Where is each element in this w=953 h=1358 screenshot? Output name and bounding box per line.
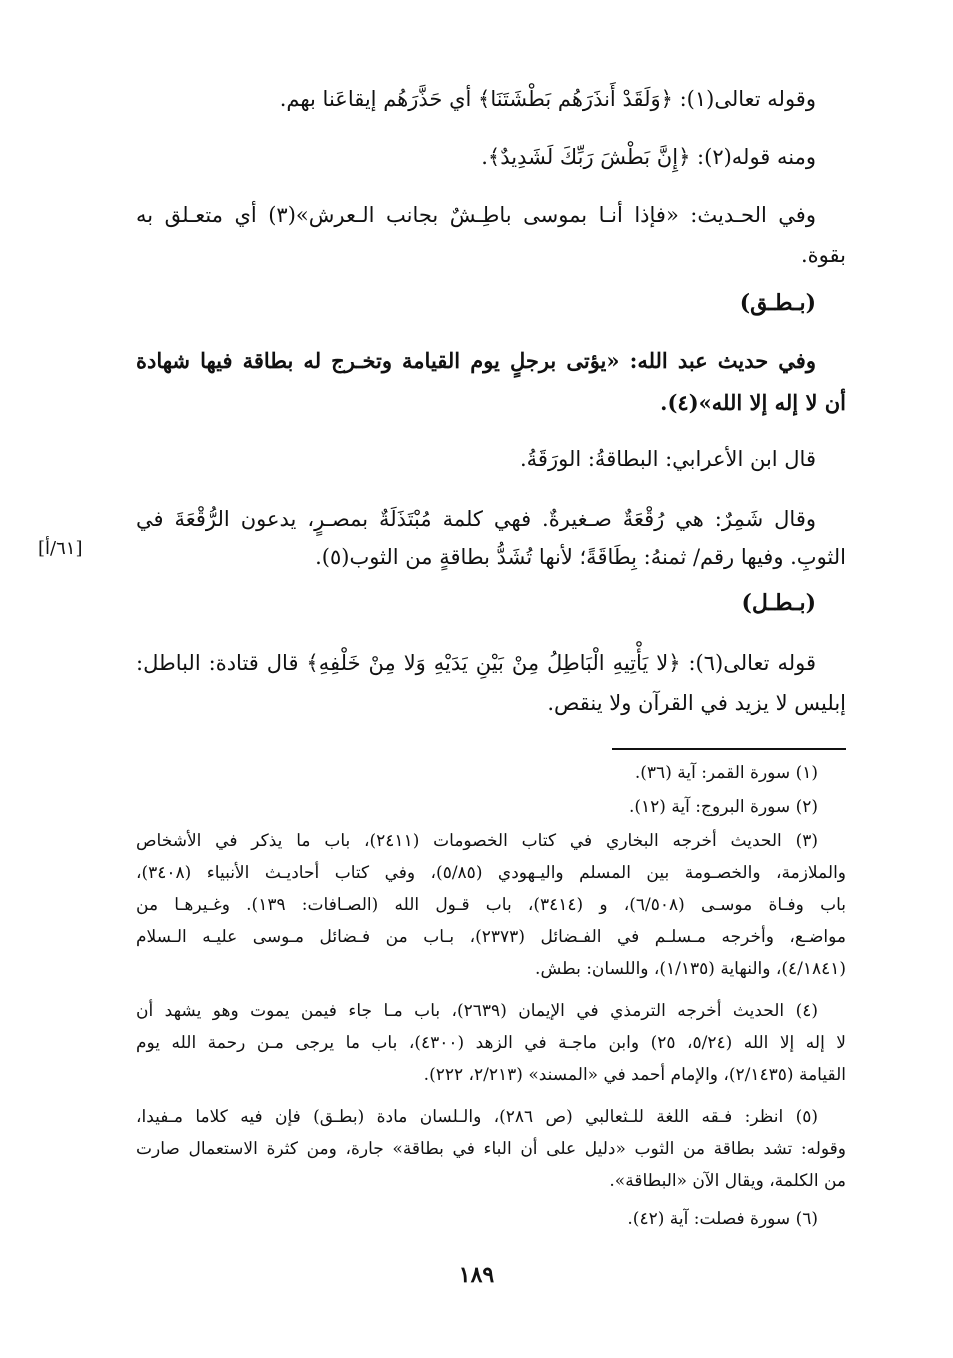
main-line: بقوة. — [801, 243, 846, 267]
main-line: أن لا إله إلا الله»(٤). — [660, 390, 846, 415]
folio-margin-note: [٦١/أ] — [38, 538, 83, 559]
footnote-line: من الكلمة، ويقال الآن «البطاقة». — [609, 1171, 846, 1191]
footnote-line: باب وفـاة موسـى (٦/٥٠٨)، و (٣٤١٤)، باب قـول الله (الصـافات: ١٣٩). وغـيرهـا من — [136, 895, 846, 915]
footnote-line: (٤) الحديث أخرجه الترمذي في الإيمان (٢٦٣٩)، باب مـا جاء فيمن يموت وهو يشهد أن — [136, 1001, 818, 1021]
footnote-line: وقوله: تشد بطاقة من الثوب «دليل على أن الباء في بطاقة» جارة، ومن كثرة الاستعمال صارت — [136, 1139, 846, 1159]
main-line: إبليس لا يزيد في القرآن ولا ينقص. — [547, 691, 846, 715]
footnote-line: (٥) انظر: فـقه اللغة للـثعالبي (ص ٢٨٦)، والـلسان مادة (بطـق) فإن فيه كلاما مـفيدا، — [136, 1107, 818, 1127]
main-text — [136, 84, 846, 724]
heading-batq: (بـطـق) — [739, 290, 816, 316]
main-line: ومنه قوله(٢): ﴿إِنَّ بَطْشَ رَبِّكَ لَشَدِيدٌ﴾. — [481, 145, 816, 169]
footnote-line: (٦) سورة فصلت: آية (٤٢). — [627, 1209, 818, 1229]
main-line: قال ابن الأعرابي: البطاقةُ: الورَقَةُ. — [519, 447, 816, 471]
main-line: وقوله تعالى(١): ﴿وَلَقَدْ أَنذَرَهُم بَطْشَتَنَا﴾ أي حَذَّرَهُم إيقاعَنا بهم. — [279, 87, 816, 111]
footnote-divider — [612, 748, 846, 750]
footnote-line: مواضـع، وأخرجه مـسلـم في الفـضائل (٢٣٧٣)، بـاب من فـضائل مـوسى عليـه الـسلام — [136, 927, 846, 947]
footnote-line: والملازمة، والخصـومة بين المسلم واليـهودي (٥/٨٥)، وفي كتاب أحاديـث الأنبياء (٣٤٠٨)، — [136, 863, 847, 883]
page-number: ١٨٩ — [458, 1262, 495, 1288]
footnote-line: (٢) سورة البروج: آية (١٢). — [628, 797, 818, 817]
main-line: وقال شَمِرٌ: هي رُقْعَةٌ صـغيرةٌ. فهي كلمة مُبْتَذَلَةٌ بمصـرٍ، يدعون الرُّقْعَةَ في — [136, 507, 816, 531]
heading-batl: (بـطـل) — [741, 590, 816, 616]
footnote-line: (٣) الحديث أخرجه البخاري في كتاب الخصومات (٢٤١١)، باب ما يذكر في الأشخاص — [136, 831, 818, 851]
main-line: وفي الحـديث: «فإذا أنـا بموسى باطِـشٌ بجانب الـعرش»(٣) أي متعـلق به — [136, 203, 816, 227]
footnote-line: (١) سورة القمر: آية (٣٦). — [634, 763, 818, 783]
main-line: قوله تعالى(٦): ﴿لا يَأْتِيهِ الْبَاطِلُ مِنْ بَيْنِ يَدَيْهِ وَلا مِنْ خَلْفِهِ﴾ قال قتادة: الباطل: — [136, 651, 816, 675]
main-line: وفي حديث عبد الله: «يؤتى برجلٍ يوم القيامة وتخـرج له بطاقة فيها شهادة — [136, 348, 816, 373]
footnote-line: لا إله إلا الله (٥/٢٤، ٢٥) وابن ماجـة في الزهد (٤٣٠٠)، باب ما يرجى مـن رحمة الله يوم — [136, 1033, 846, 1053]
footnote-line: القيامة (٢/١٤٣٥)، والإمام أحمد في «المسند» (٢/٢١٣، ٢٢٢). — [423, 1065, 846, 1085]
footnote-line: (٤/١٨٤١)، والنهاية (١/١٣٥)، واللسان: بطش. — [535, 959, 846, 979]
footnotes — [136, 760, 846, 1250]
main-line: الثوبِ. وفيها رقم/ ثمنهُ: بِطَاقَةً؛ لأنها تُشَدُّ بطاقةٍ من الثوب(٥). — [315, 545, 846, 569]
